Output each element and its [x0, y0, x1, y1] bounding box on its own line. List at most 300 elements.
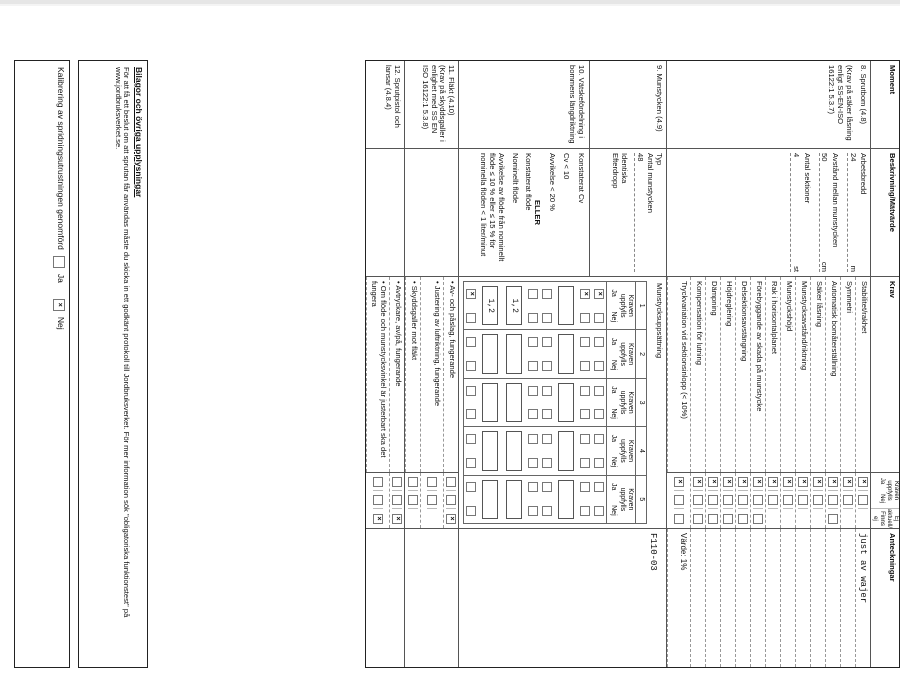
nej-checkbox[interactable]	[580, 506, 590, 516]
sprutbom-checks	[667, 473, 870, 529]
ja-checkbox[interactable]	[542, 337, 552, 347]
nej-checkbox[interactable]	[528, 506, 538, 516]
nej-checkbox[interactable]	[542, 409, 552, 419]
nozzle-column-subheaders	[606, 282, 635, 523]
sprutbom-check-row	[840, 473, 855, 528]
nozzle-column-number: 4	[636, 427, 646, 475]
sprutbom-note[interactable]	[840, 529, 855, 667]
sprutpistol-requirement: • Om flöde och munstycksvinkel är justerbart ska det fungera	[366, 277, 389, 472]
nozzle-cell	[578, 379, 592, 427]
nej-checkbox[interactable]	[580, 313, 590, 323]
protocol-page	[0, 60, 900, 675]
sprutbom-requirement: Symmetri	[840, 277, 855, 472]
sprutbom-requirements	[667, 277, 870, 473]
nozzle-cell	[526, 282, 540, 330]
nominellt-flode-row	[478, 282, 502, 523]
nozzle-input[interactable]: 1,2	[482, 286, 498, 325]
nej-checkbox[interactable]	[768, 495, 778, 505]
sprutbom-ej-cell	[708, 509, 718, 528]
sprutbom-title: 8. Sprutbom (4.8)	[859, 65, 869, 125]
sprutbom-note[interactable]	[765, 529, 780, 667]
ja-checkbox[interactable]	[542, 434, 552, 444]
ja-checkbox[interactable]	[580, 434, 590, 444]
sprutbom-check-row	[720, 473, 735, 528]
nozzle-cell	[554, 476, 578, 523]
ja-label: Ja	[610, 289, 618, 297]
ja-checkbox[interactable]: ×	[813, 477, 823, 487]
nej-checkbox[interactable]	[708, 495, 718, 505]
sprutbom-nej-cell	[723, 491, 733, 509]
ej-aktuell-checkbox[interactable]: ×	[373, 514, 383, 524]
field-value-line	[790, 153, 802, 272]
kalibrering-ja-checkbox[interactable]	[53, 256, 65, 268]
nozzle-cell	[592, 330, 606, 378]
ja-checkbox[interactable]	[542, 289, 552, 299]
ja-checkbox[interactable]: ×	[768, 477, 778, 487]
header-beskrivning: Beskrivning/Mätvärde	[871, 149, 899, 277]
field-unit: cm	[820, 261, 830, 272]
kraven-uppfylls-label: Kraven uppfylls Ja Nej	[607, 379, 635, 427]
sprutbom-ja-cell	[828, 473, 838, 491]
field-label: Antal sektioner	[802, 153, 812, 204]
nej-label: Nej	[610, 359, 618, 371]
sprutbom-nej-cell	[858, 491, 868, 509]
nozzle-cell	[526, 476, 540, 523]
efterdropp-row	[578, 282, 592, 523]
sprutbom-note[interactable]: Värde: 1%	[667, 529, 690, 667]
nozzle-input[interactable]	[506, 383, 522, 422]
konstaterat-flode-row	[502, 282, 526, 523]
nej-checkbox[interactable]	[813, 495, 823, 505]
field-value[interactable]: 50	[820, 153, 830, 162]
ej-aktuell-checkbox[interactable]: ×	[392, 514, 402, 524]
flakt-checks	[405, 473, 458, 529]
ej-aktuell-checkbox[interactable]	[738, 514, 748, 524]
document-viewer	[0, 6, 900, 675]
nej-checkbox[interactable]	[783, 495, 793, 505]
nej-checkbox[interactable]	[528, 409, 538, 419]
nej-checkbox[interactable]	[373, 495, 383, 505]
ja-checkbox[interactable]: ×	[843, 477, 853, 487]
nej-checkbox[interactable]	[674, 495, 684, 505]
nozzle-cell	[526, 379, 540, 427]
nozzle-input[interactable]	[506, 334, 522, 373]
nej-checkbox[interactable]	[594, 409, 604, 419]
sprutbom-nej-cell	[693, 491, 703, 509]
nozzle-input[interactable]: 1,2	[506, 286, 522, 325]
ja-checkbox[interactable]	[408, 477, 418, 487]
sprutbom-note[interactable]	[795, 529, 810, 667]
sprutbom-note[interactable]	[720, 529, 735, 667]
nozzle-input[interactable]	[558, 431, 574, 470]
sprutbom-note[interactable]	[825, 529, 840, 667]
flakt-subtitle: (Krav på skyddsgaller i enlighet med SS EN ISO 16122:1 5.3.8)	[421, 65, 448, 142]
nozzle-cell	[540, 282, 554, 330]
ja-checkbox[interactable]	[580, 386, 590, 396]
nej-checkbox[interactable]	[542, 361, 552, 371]
nozzle-cell	[554, 282, 578, 330]
flakt-check-row	[406, 473, 420, 528]
sprutbom-note[interactable]	[750, 529, 765, 667]
nej-checkbox[interactable]	[427, 495, 437, 505]
kalibrering-nej-checkbox[interactable]: ×	[53, 299, 65, 311]
sprutbom-nej-cell	[768, 491, 778, 509]
kraven-uppfylls-label: Kraven uppfylls Ja Nej	[607, 330, 635, 378]
flakt-requirements	[405, 277, 458, 473]
nej-checkbox[interactable]	[738, 495, 748, 505]
sprutbom-nej-cell	[828, 491, 838, 509]
sprutbom-nej-cell	[674, 491, 684, 509]
sprutbom-nej-cell	[843, 491, 853, 509]
ej-aktuell-checkbox[interactable]	[693, 514, 703, 524]
nej-checkbox[interactable]	[798, 495, 808, 505]
field-unit: m	[848, 265, 858, 272]
flakt-nej-cell	[427, 491, 437, 509]
ja-checkbox[interactable]	[373, 477, 383, 487]
flakt-nej-cell	[408, 491, 418, 509]
nej-checkbox[interactable]	[408, 495, 418, 505]
ja-label: Ja	[610, 482, 618, 491]
ja-checkbox[interactable]	[427, 477, 437, 487]
sprutbom-ej-cell	[828, 509, 838, 528]
section-sprutpistol	[366, 61, 404, 667]
ja-checkbox[interactable]: ×	[828, 477, 838, 487]
nej-checkbox[interactable]	[580, 409, 590, 419]
sprutbom-ej-cell	[753, 509, 763, 528]
nozzle-setup-title: Munstycksuppsättning	[655, 283, 665, 359]
nej-checkbox[interactable]	[528, 458, 538, 468]
ja-checkbox[interactable]	[528, 434, 538, 444]
nej-checkbox[interactable]	[466, 458, 476, 468]
ja-checkbox[interactable]	[466, 337, 476, 347]
sprutpistol-ej-cell	[392, 509, 402, 528]
nozzle-input[interactable]	[482, 383, 498, 422]
sprutpistol-nej-cell	[392, 491, 402, 509]
ja-checkbox[interactable]: ×	[753, 477, 763, 487]
avvikelse20-label: Avvikelse < 20 %	[547, 153, 557, 211]
ja-checkbox[interactable]	[528, 337, 538, 347]
flakt-title: 11. Fläkt (4.10)	[447, 65, 457, 116]
ja-checkbox[interactable]	[466, 386, 476, 396]
sprutpistol-requirements	[366, 277, 404, 473]
ja-checkbox[interactable]	[466, 482, 476, 492]
sprutbom-ja-cell	[738, 473, 748, 491]
sprutbom-requirement: Munstyckshöjd	[780, 277, 795, 472]
ja-checkbox[interactable]	[466, 434, 476, 444]
nozzle-cell	[464, 282, 478, 330]
ja-checkbox[interactable]: ×	[723, 477, 733, 487]
nej-checkbox[interactable]	[542, 313, 552, 323]
nej-checkbox[interactable]	[723, 495, 733, 505]
sprutpistol-ja-cell	[392, 473, 402, 491]
nozzle-input[interactable]	[558, 383, 574, 422]
ja-checkbox[interactable]	[528, 386, 538, 396]
sprutpistol-title: 12. Sprutpistol och lansar (4.8.4)	[366, 61, 404, 149]
nozzle-cell	[578, 282, 592, 330]
sprutbom-nej-cell	[783, 491, 793, 509]
header-ja: Ja	[879, 477, 886, 485]
nozzle-column-number: 1	[636, 282, 646, 330]
nozzle-cell	[464, 476, 478, 523]
header-ej-aktuell: Ej aktuell/ Finns ej	[872, 509, 899, 529]
ej-aktuell-checkbox[interactable]	[828, 514, 838, 524]
sprutbom-notes	[667, 529, 870, 667]
nej-checkbox[interactable]	[753, 495, 763, 505]
nozzle-cell	[578, 330, 592, 378]
sprutbom-check-row	[668, 473, 690, 528]
field-label: Avstånd mellan munstycken	[831, 153, 840, 248]
nozzle-cell	[502, 330, 526, 378]
table-header	[870, 61, 899, 667]
sprutbom-nej-cell	[798, 491, 808, 509]
ja-checkbox[interactable]	[542, 482, 552, 492]
avvikelse-flode-label: Avvikelse av flöde från nominellt flöde ≤ 10 % eller ≤ 15 % för nominella flöden < 1 liter/minut	[479, 153, 506, 262]
identiska-row	[592, 282, 606, 523]
nej-checkbox[interactable]	[528, 313, 538, 323]
sprutbom-nej-cell	[813, 491, 823, 509]
nozzle-input[interactable]	[482, 480, 498, 519]
nozzle-cell	[502, 427, 526, 475]
sprutbom-ja-cell	[843, 473, 853, 491]
ja-checkbox[interactable]	[528, 289, 538, 299]
ja-checkbox[interactable]: ×	[783, 477, 793, 487]
nej-checkbox[interactable]	[580, 361, 590, 371]
nej-checkbox[interactable]	[594, 506, 604, 516]
konstaterat-cv-label: Konstaterat Cv	[577, 153, 587, 204]
identiska-label: Identiska	[619, 153, 629, 184]
nozzle-cell	[592, 379, 606, 427]
antal-label: Antal munstycken	[646, 153, 656, 213]
nej-checkbox[interactable]	[446, 495, 456, 505]
sprutbom-note[interactable]	[810, 529, 825, 667]
ja-checkbox[interactable]: ×	[594, 289, 604, 299]
sprutbom-requirement: Förebyggande av skada på munstycke	[750, 277, 765, 472]
header-kraven-uppfylls: Kraven uppfylls	[886, 480, 899, 501]
ja-checkbox[interactable]	[392, 477, 402, 487]
ej-aktuell-checkbox[interactable]: ×	[446, 514, 456, 524]
sprutbom-requirement: Kompensation för lutning	[690, 277, 705, 472]
flakt-nej-cell	[446, 491, 456, 509]
avvikelse20-row	[526, 282, 540, 523]
ja-checkbox[interactable]: ×	[738, 477, 748, 487]
header-anteckningar: Anteckningar	[888, 533, 897, 582]
ej-aktuell-checkbox[interactable]	[708, 514, 718, 524]
nozzle-cell	[554, 427, 578, 475]
nozzle-input[interactable]	[558, 480, 574, 519]
sprutbom-ja-cell	[768, 473, 778, 491]
ja-checkbox[interactable]	[446, 477, 456, 487]
nozzle-column-number: 3	[636, 379, 646, 427]
konstaterat-cv-row	[554, 282, 578, 523]
munstycken-title: 9. Munstycken (4.9)	[589, 61, 666, 148]
nozzle-cell	[592, 282, 606, 330]
nozzle-cell	[478, 379, 502, 427]
nozzle-cell	[592, 476, 606, 523]
sprutbom-requirement: Dämpning	[705, 277, 720, 472]
sprutbom-check-row	[750, 473, 765, 528]
ej-aktuell-checkbox[interactable]	[753, 514, 763, 524]
nej-checkbox[interactable]	[466, 409, 476, 419]
sprutbom-note[interactable]	[735, 529, 750, 667]
sprutbom-check-row	[705, 473, 720, 528]
ja-checkbox[interactable]: ×	[580, 289, 590, 299]
nej-checkbox[interactable]	[542, 458, 552, 468]
eller-label: ELLER	[532, 200, 542, 225]
kalibrering-ja-label: Ja	[56, 273, 66, 283]
flakt-ja-cell	[408, 473, 418, 491]
field-value[interactable]: 4	[791, 153, 801, 158]
ja-checkbox[interactable]	[594, 337, 604, 347]
ja-label: Ja	[610, 386, 618, 394]
sprutbom-requirement: Stabilitet/rakhet	[855, 277, 870, 472]
nozzle-cell	[464, 330, 478, 378]
sprutbom-requirement: Tryckvariation vid sektionsinlopp (< 10%)	[667, 277, 690, 472]
nozzle-cell	[478, 427, 502, 475]
ja-checkbox[interactable]	[580, 482, 590, 492]
sprutbom-ja-cell	[813, 473, 823, 491]
sprutbom-check-row	[810, 473, 825, 528]
cv-lt-label: Cv < 10	[562, 153, 572, 180]
nej-checkbox[interactable]	[466, 361, 476, 371]
nozzle-column-number: 2	[636, 330, 646, 378]
nozzle-column-numbers	[635, 282, 646, 523]
flakt-requirement: • Skyddsgaller mot fläkt	[405, 277, 420, 472]
sprutpistol-check-row	[389, 473, 404, 528]
ja-checkbox[interactable]	[580, 337, 590, 347]
sprutpistol-ja-cell	[373, 473, 383, 491]
ja-checkbox[interactable]	[542, 386, 552, 396]
nozzle-cell	[554, 379, 578, 427]
nej-checkbox[interactable]	[858, 495, 868, 505]
ej-aktuell-checkbox[interactable]	[674, 514, 684, 524]
flakt-requirement: • Av- och påslag, fungerande	[443, 277, 458, 472]
sprutbom-check-row	[855, 473, 870, 528]
header-krav: Krav	[871, 277, 899, 473]
nozzle-input[interactable]	[506, 431, 522, 470]
ja-checkbox[interactable]: ×	[466, 289, 476, 299]
sprutbom-ja-cell	[723, 473, 733, 491]
ja-checkbox[interactable]	[594, 434, 604, 444]
field-value[interactable]: 24	[848, 153, 858, 162]
sprutbom-note[interactable]	[780, 529, 795, 667]
kraven-uppfylls-label: Kraven uppfylls Ja Nej	[607, 282, 635, 330]
sprutpistol-checks	[366, 473, 404, 529]
ja-checkbox[interactable]: ×	[693, 477, 703, 487]
sprutbom-ej-cell	[693, 509, 703, 528]
field-label: Arbetsbredd	[859, 153, 869, 195]
nozzle-cell	[578, 427, 592, 475]
section-flakt	[404, 61, 458, 667]
nozzle-cell	[502, 282, 526, 330]
nozzle-column-number: 5	[638, 497, 646, 502]
inspection-table	[365, 60, 900, 668]
nozzle-cell	[478, 282, 502, 330]
sprutbom-requirement: Munstycksavstånd/riktning	[795, 277, 810, 472]
sprutbom-ja-cell	[674, 473, 684, 491]
nozzle-input[interactable]	[558, 334, 574, 373]
flakt-check-row	[443, 473, 458, 528]
ja-checkbox[interactable]	[594, 386, 604, 396]
ej-aktuell-checkbox[interactable]	[723, 514, 733, 524]
efterdropp-label: Efterdropp	[611, 153, 621, 189]
kraven-uppfylls-label: Kraven uppfylls Ja Nej	[607, 427, 635, 475]
nej-checkbox[interactable]	[542, 506, 552, 516]
nozzle-cell	[540, 379, 554, 427]
sprutbom-note[interactable]	[690, 529, 705, 667]
sprutbom-nej-cell	[708, 491, 718, 509]
nozzle-input[interactable]	[558, 286, 574, 325]
sprutbom-requirement: Automatisk bomåterställning	[825, 277, 840, 472]
ja-checkbox[interactable]: ×	[798, 477, 808, 487]
nej-checkbox[interactable]	[693, 495, 703, 505]
nozzle-cell	[540, 476, 554, 523]
nozzle-cell	[554, 330, 578, 378]
ja-checkbox[interactable]	[528, 482, 538, 492]
nej-checkbox[interactable]	[466, 313, 476, 323]
nej-checkbox[interactable]	[828, 495, 838, 505]
sprutbom-requirement: Delsektionsavstängning	[735, 277, 750, 472]
field-unit: st	[791, 266, 801, 272]
sprutbom-note[interactable]	[705, 529, 720, 667]
flakt-requirement: • Justering av luftriktning, fungerande	[420, 277, 443, 472]
flakt-check-row	[420, 473, 443, 528]
nozzle-cell	[478, 330, 502, 378]
ja-checkbox[interactable]: ×	[858, 477, 868, 487]
field-value-line	[819, 153, 831, 272]
ja-checkbox[interactable]: ×	[708, 477, 718, 487]
bilagor-title: Bilagor och övriga upplysningar	[134, 67, 144, 198]
sprutpistol-ej-cell	[373, 509, 383, 528]
header-nej: Nej	[879, 494, 886, 504]
sprutbom-requirement: Säker låsning	[810, 277, 825, 472]
nej-label: Nej	[610, 456, 618, 468]
bilagor-section	[78, 60, 148, 668]
sprutpistol-requirement: • Avtryckare, av/på, fungerande	[389, 277, 404, 472]
bilagor-text: För att få ett beslut om att sprutan får användas måste du skicka in ett godkänt protokoll till Jordbruksverket. För mer information sök "obligatoriska funktionstest" på www.jordbruksverket.se.	[113, 67, 132, 618]
vatskefordelning-title: 10. Vätskefördelning i bommens längdriktning	[568, 65, 587, 144]
sprutbom-note[interactable]: just av wajer	[855, 529, 870, 667]
sprutbom-ej-cell	[723, 509, 733, 528]
ja-label: Ja	[610, 337, 618, 346]
antal-value[interactable]: 48	[635, 153, 645, 162]
munstycken-note[interactable]: F110-03	[648, 533, 659, 571]
sprutbom-nej-cell	[753, 491, 763, 509]
nej-checkbox[interactable]	[843, 495, 853, 505]
nej-checkbox[interactable]	[580, 458, 590, 468]
nozzle-input[interactable]	[482, 431, 498, 470]
nozzle-input[interactable]	[482, 334, 498, 373]
ja-checkbox[interactable]: ×	[674, 477, 684, 487]
nej-checkbox[interactable]	[594, 458, 604, 468]
sprutbom-ja-cell	[693, 473, 703, 491]
nozzle-input[interactable]	[506, 480, 522, 519]
section-sprutbom	[666, 61, 870, 667]
flakt-ej-cell	[446, 509, 456, 528]
nozzle-cell	[526, 330, 540, 378]
nozzle-cell	[464, 379, 478, 427]
nej-checkbox[interactable]	[466, 506, 476, 516]
nozzle-cell	[526, 427, 540, 475]
ja-checkbox[interactable]	[594, 482, 604, 492]
nej-checkbox[interactable]	[392, 495, 402, 505]
nej-checkbox[interactable]	[528, 361, 538, 371]
nej-checkbox[interactable]	[594, 313, 604, 323]
kalibrering-section	[14, 60, 70, 668]
nej-label: Nej	[610, 311, 618, 323]
nej-checkbox[interactable]	[594, 361, 604, 371]
ja-label: Ja	[610, 434, 618, 442]
sprutpistol-check-row	[367, 473, 389, 528]
